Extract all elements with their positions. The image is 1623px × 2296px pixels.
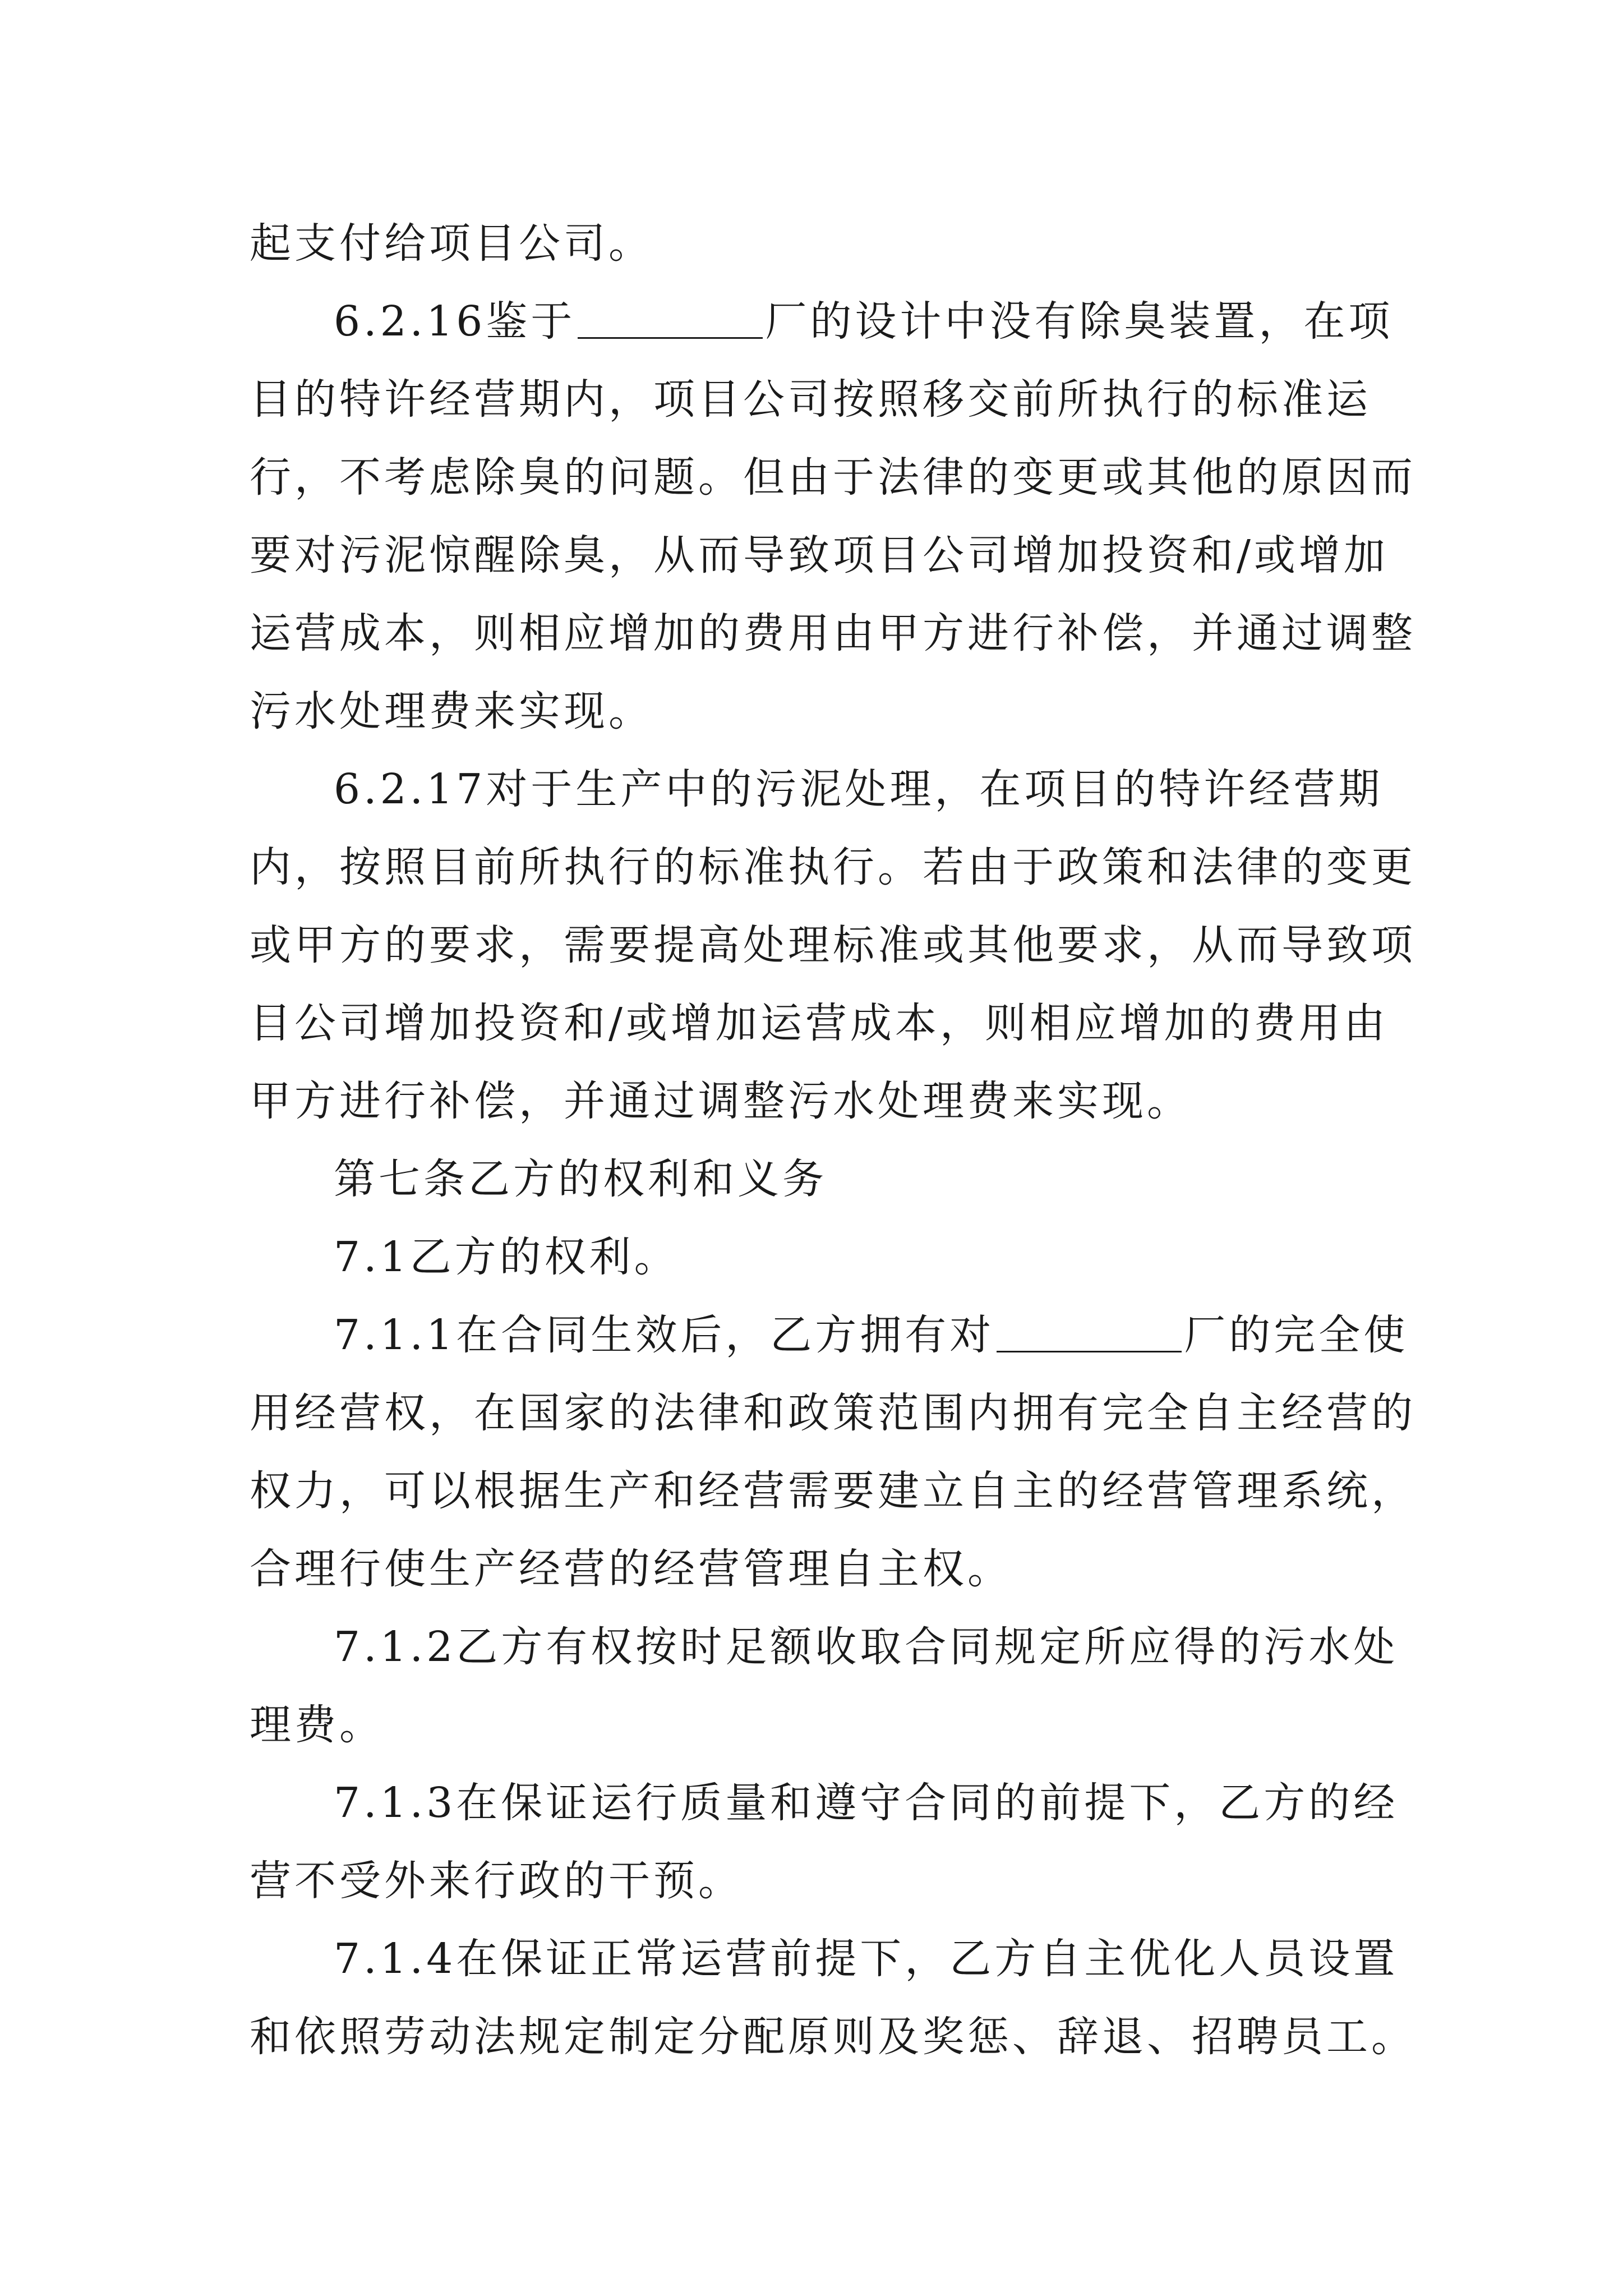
paragraph-6-2-17 [250,751,1427,1140]
fill-in-blank [997,1309,1182,1352]
fill-in-blank [578,296,763,339]
paragraph-7-1-4 [250,1920,1427,2076]
document-body [250,205,1427,2076]
paragraph-text: 7.1.2乙方有权按时足额收取合同规定所应得的污水处理费。 [250,1623,1399,1749]
paragraph-text: 6.2.16鉴于 [334,297,576,346]
paragraph-7-1-3 [250,1764,1427,1920]
heading-text: 第七条乙方的权利和义务 [334,1155,827,1203]
paragraph-text: 7.1.4在保证正常运营前提下，乙方自主优化人员设置和依照劳动法规定制定分配原则及奖惩、辞退、招聘员工。 [250,1935,1416,2061]
paragraph-text: 厂的完全使用经营权，在国家的法律和政策范围内拥有完全自主经营的权力，可以根据生产和经营需要建立自主的经营管理系统，合理行使生产经营的经营管理自主权。 [250,1311,1416,1593]
paragraph-7-1-2 [250,1608,1427,1764]
paragraph-text: 7.1.3在保证运行质量和遵守合同的前提下，乙方的经营不受外来行政的干预。 [250,1779,1399,1905]
paragraph-continuation [250,205,1427,283]
paragraph-text: 7.1.1在合同生效后，乙方拥有对 [334,1311,995,1359]
section-heading-article-7 [250,1140,1427,1218]
paragraph-text: 厂的设计中没有除臭装置，在项目的特许经营期内，项目公司按照移交前所执行的标准运行，不考虑除臭的问题。但由于法律的变更或其他的原因而要对污泥惊醒除臭，从而导致项目公司增加投资和/或增加运营成本，则相应增加的费用由甲方进行补偿，并通过调整污水处理费来实现。 [250,297,1416,735]
paragraph-7-1 [250,1218,1427,1296]
paragraph-text: 7.1乙方的权利。 [334,1233,679,1281]
paragraph-7-1-1 [250,1296,1427,1608]
paragraph-6-2-16 [250,283,1427,751]
paragraph-text: 起支付给项目公司。 [250,219,653,268]
paragraph-text: 6.2.17对于生产中的污泥处理，在项目的特许经营期内，按照目前所执行的标准执行。若由于政策和法律的变更或甲方的要求，需要提高处理标准或其他要求，从而导致项目公司增加投资和/或增加运营成本，则相应增加的费用由甲方进行补偿，并通过调整污水处理费来实现。 [250,765,1416,1125]
